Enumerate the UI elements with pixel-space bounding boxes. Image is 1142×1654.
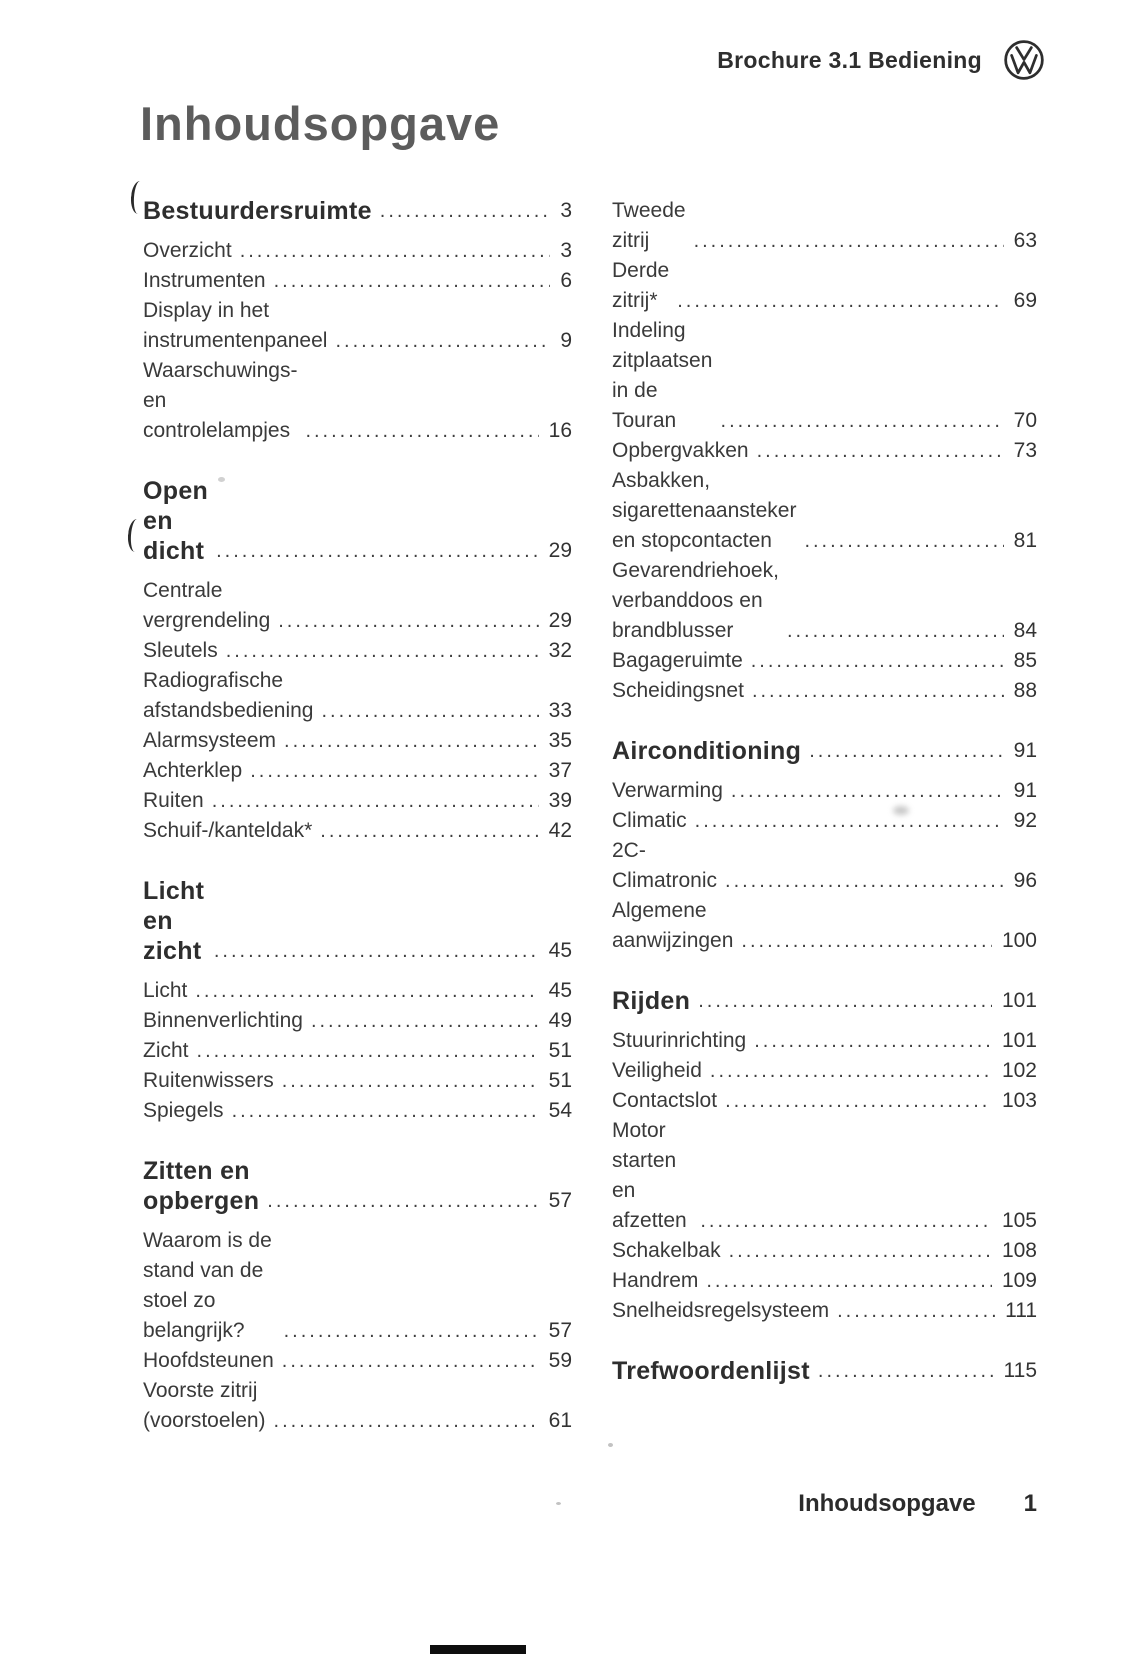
toc-heading bbox=[143, 196, 572, 226]
dots-leader bbox=[240, 236, 551, 266]
page-number: 3 bbox=[560, 199, 572, 222]
toc-heading-label: Open en dicht bbox=[143, 477, 209, 565]
page-number: 88 bbox=[1013, 679, 1037, 702]
toc-entry bbox=[612, 836, 1037, 896]
toc-heading-label: Airconditioning bbox=[612, 737, 802, 765]
dots-leader bbox=[321, 696, 538, 726]
page-number: 9 bbox=[560, 329, 572, 352]
toc-entry bbox=[612, 1086, 1037, 1116]
toc-heading-label: Rijden bbox=[612, 987, 691, 1015]
page-number: 57 bbox=[548, 1189, 572, 1212]
toc-entry bbox=[143, 816, 572, 846]
dots-leader bbox=[212, 786, 539, 816]
page-number: 51 bbox=[548, 1039, 572, 1062]
page-number: 54 bbox=[548, 1099, 572, 1122]
toc-section bbox=[143, 476, 572, 846]
toc-heading bbox=[143, 1156, 572, 1216]
toc-entry bbox=[612, 256, 1037, 316]
dots-leader bbox=[837, 1296, 995, 1326]
toc-entry bbox=[612, 1236, 1037, 1266]
scan-speck bbox=[556, 1502, 561, 1505]
dots-leader bbox=[197, 1036, 539, 1066]
footer-page-number: 1 bbox=[1023, 1490, 1037, 1517]
toc-entry-label: Asbakken, sigarettenaansteker en stopcontacten bbox=[612, 469, 797, 552]
toc-entry bbox=[612, 556, 1037, 646]
scan-bar bbox=[430, 1645, 526, 1654]
toc-entry bbox=[612, 1116, 1037, 1236]
toc-heading-label: Bestuurdersruimte bbox=[143, 197, 372, 225]
dots-leader bbox=[751, 646, 1004, 676]
toc-entry-label: Motor starten en afzetten bbox=[612, 1119, 687, 1232]
page-number: 59 bbox=[548, 1349, 572, 1372]
toc-heading bbox=[612, 1356, 1037, 1386]
page-number: 96 bbox=[1013, 869, 1037, 892]
dots-leader bbox=[710, 1056, 992, 1086]
dots-leader bbox=[695, 806, 1004, 836]
toc-entry-label: Stuurinrichting bbox=[612, 1029, 747, 1052]
dots-leader bbox=[818, 1356, 994, 1386]
toc-entry-label: Display in het instrumentenpaneel bbox=[143, 299, 328, 352]
page-number: 61 bbox=[548, 1409, 572, 1432]
dots-leader bbox=[754, 1026, 992, 1056]
dots-leader bbox=[195, 976, 538, 1006]
dots-leader bbox=[232, 1096, 539, 1126]
toc-section bbox=[612, 1356, 1037, 1386]
dots-leader bbox=[305, 416, 538, 446]
toc-entry bbox=[612, 1266, 1037, 1296]
page-number: 73 bbox=[1013, 439, 1037, 462]
dots-leader bbox=[274, 266, 551, 296]
page-number: 101 bbox=[1001, 989, 1037, 1012]
toc-entry-label: Schuif-/kanteldak* bbox=[143, 819, 313, 842]
toc-entry-label: Voorste zitrij (voorstoelen) bbox=[143, 1379, 266, 1432]
page-title: Inhoudsopgave bbox=[140, 97, 501, 150]
page-number: 51 bbox=[548, 1069, 572, 1092]
page-number: 105 bbox=[1001, 1209, 1037, 1232]
dots-leader bbox=[267, 1186, 538, 1216]
dots-leader bbox=[787, 616, 1004, 646]
toc-entry-label: Radiografische afstandsbediening bbox=[143, 669, 314, 722]
toc-entry bbox=[612, 1296, 1037, 1326]
toc-entry bbox=[143, 666, 572, 726]
dots-leader bbox=[677, 286, 1003, 316]
toc-entry-label: Hoofdsteunen bbox=[143, 1349, 274, 1372]
toc-entry-label: Spiegels bbox=[143, 1099, 224, 1122]
toc-section bbox=[143, 1156, 572, 1436]
page-number: 45 bbox=[548, 979, 572, 1002]
toc-heading-label: Trefwoordenlijst bbox=[612, 1357, 810, 1385]
page-number: 85 bbox=[1013, 649, 1037, 672]
toc-entry-label: Gevarendriehoek, verbanddoos en brandblusser bbox=[612, 559, 779, 642]
toc-entry-label: Veiligheid bbox=[612, 1059, 702, 1082]
toc-entry-label: Overzicht bbox=[143, 239, 232, 262]
toc-entry-label: Opbergvakken bbox=[612, 439, 749, 462]
page-number: 102 bbox=[1001, 1059, 1037, 1082]
toc-entry-label: Ruitenwissers bbox=[143, 1069, 274, 1092]
page-number: 109 bbox=[1001, 1269, 1037, 1292]
dots-leader bbox=[284, 726, 539, 756]
toc-entry bbox=[143, 356, 572, 446]
dots-leader bbox=[214, 936, 539, 966]
page-number: 35 bbox=[548, 729, 572, 752]
page-number: 6 bbox=[560, 269, 572, 292]
scan-speck bbox=[218, 477, 225, 482]
vw-logo-icon bbox=[1002, 38, 1046, 82]
toc-entry bbox=[143, 1036, 572, 1066]
toc-entry bbox=[612, 776, 1037, 806]
toc-heading bbox=[143, 476, 572, 566]
page-footer bbox=[798, 1490, 1037, 1518]
toc-entry bbox=[143, 236, 572, 266]
dots-leader bbox=[700, 1206, 992, 1236]
dots-leader bbox=[731, 776, 1004, 806]
scan-speck bbox=[608, 1443, 613, 1447]
toc-entry bbox=[612, 316, 1037, 436]
dots-leader bbox=[752, 676, 1004, 706]
page-number: 111 bbox=[1005, 1299, 1037, 1322]
page-number: 81 bbox=[1013, 529, 1037, 552]
page-number: 69 bbox=[1013, 289, 1037, 312]
page-number: 33 bbox=[548, 699, 572, 722]
toc-column-right bbox=[612, 196, 1037, 1396]
page-number: 84 bbox=[1013, 619, 1037, 642]
page-number: 32 bbox=[548, 639, 572, 662]
page-number: 91 bbox=[1013, 739, 1037, 762]
toc-entry bbox=[612, 436, 1037, 466]
toc-entry-label: Zicht bbox=[143, 1039, 189, 1062]
toc-entry-label: Indeling zitplaatsen in de Touran bbox=[612, 319, 713, 432]
dots-leader bbox=[725, 1086, 992, 1116]
toc-entry-label: Verwarming bbox=[612, 779, 723, 802]
toc-entry-label: Instrumenten bbox=[143, 269, 266, 292]
page-number: 39 bbox=[548, 789, 572, 812]
dots-leader bbox=[282, 1346, 539, 1376]
page-header bbox=[717, 38, 1046, 82]
toc-entry bbox=[143, 1346, 572, 1376]
toc-entry bbox=[612, 676, 1037, 706]
dots-leader bbox=[729, 1236, 992, 1266]
page-number: 57 bbox=[548, 1319, 572, 1342]
toc-entry bbox=[143, 576, 572, 636]
page-number: 3 bbox=[560, 239, 572, 262]
toc-entry-label: Licht bbox=[143, 979, 188, 1002]
dots-leader bbox=[250, 756, 538, 786]
dots-leader bbox=[282, 1066, 539, 1096]
toc-entry bbox=[143, 1226, 572, 1346]
toc-entry-label: Centrale vergrendeling bbox=[143, 579, 271, 632]
dots-leader bbox=[741, 926, 992, 956]
dots-leader bbox=[274, 1406, 539, 1436]
toc-entry-label: Scheidingsnet bbox=[612, 679, 744, 702]
toc-entry bbox=[143, 1376, 572, 1436]
page-number: 91 bbox=[1013, 779, 1037, 802]
toc-entry-label: Alarmsysteem bbox=[143, 729, 277, 752]
toc-heading-label: Licht en zicht bbox=[143, 877, 205, 965]
toc-entry bbox=[612, 806, 1037, 836]
toc-entry bbox=[143, 1006, 572, 1036]
dots-leader bbox=[320, 816, 538, 846]
toc-entry bbox=[143, 756, 572, 786]
footer-label: Inhoudsopgave bbox=[798, 1490, 976, 1517]
dots-leader bbox=[698, 986, 992, 1016]
toc-entry-label: Achterklep bbox=[143, 759, 243, 782]
page-number: 92 bbox=[1013, 809, 1037, 832]
dots-leader bbox=[335, 326, 550, 356]
page-number: 70 bbox=[1013, 409, 1037, 432]
page-number: 29 bbox=[548, 539, 572, 562]
toc-entry-label: Climatic bbox=[612, 809, 687, 832]
toc-entry-label: Waarschuwings- en controlelampjes bbox=[143, 359, 298, 442]
dots-leader bbox=[284, 1316, 539, 1346]
dots-leader bbox=[694, 226, 1004, 256]
toc-entry bbox=[143, 266, 572, 296]
page-number: 49 bbox=[548, 1009, 572, 1032]
dots-leader bbox=[721, 406, 1004, 436]
toc-section bbox=[612, 986, 1037, 1326]
toc-heading bbox=[143, 876, 572, 966]
toc-entry-label: 2C-Climatronic bbox=[612, 839, 718, 892]
toc-entry bbox=[143, 296, 572, 356]
toc-entry-label: Snelheidsregelsysteem bbox=[612, 1299, 830, 1322]
page-number: 108 bbox=[1001, 1239, 1037, 1262]
page-number: 63 bbox=[1013, 229, 1037, 252]
dots-leader bbox=[757, 436, 1004, 466]
toc-entry-label: Algemene aanwijzingen bbox=[612, 899, 734, 952]
scan-smudge bbox=[893, 806, 909, 815]
page-number: 103 bbox=[1001, 1089, 1037, 1112]
toc-section bbox=[143, 876, 572, 1126]
toc-section bbox=[612, 196, 1037, 706]
toc-entry bbox=[143, 636, 572, 666]
toc-entry-label: Schakelbak bbox=[612, 1239, 721, 1262]
toc-entry-label: Derde zitrij* bbox=[612, 259, 670, 312]
toc-entry bbox=[143, 726, 572, 756]
toc-entry-label: Ruiten bbox=[143, 789, 204, 812]
toc-section bbox=[143, 196, 572, 446]
dots-leader bbox=[278, 606, 538, 636]
toc-entry bbox=[612, 896, 1037, 956]
dots-leader bbox=[226, 636, 539, 666]
dots-leader bbox=[725, 866, 1004, 896]
toc-entry-label: Handrem bbox=[612, 1269, 699, 1292]
toc-entry bbox=[143, 1096, 572, 1126]
page-number: 115 bbox=[1003, 1359, 1037, 1382]
toc-heading bbox=[612, 986, 1037, 1016]
toc-column-left bbox=[143, 196, 572, 1436]
toc-heading-label: Zitten en opbergen bbox=[143, 1157, 260, 1215]
page-number: 101 bbox=[1001, 1029, 1037, 1052]
page-number: 100 bbox=[1001, 929, 1037, 952]
toc-entry bbox=[612, 1056, 1037, 1086]
toc-entry bbox=[612, 646, 1037, 676]
dots-leader bbox=[809, 736, 1003, 766]
dots-leader bbox=[311, 1006, 539, 1036]
dots-leader bbox=[216, 536, 539, 566]
toc-entry bbox=[612, 1026, 1037, 1056]
page-number: 37 bbox=[548, 759, 572, 782]
dots-leader bbox=[706, 1266, 992, 1296]
toc-entry-label: Sleutels bbox=[143, 639, 218, 662]
toc-heading bbox=[612, 736, 1037, 766]
page-number: 16 bbox=[548, 419, 572, 442]
dots-leader bbox=[380, 196, 551, 226]
toc-entry-label: Waarom is de stand van de stoel zo belangrijk? bbox=[143, 1229, 272, 1342]
toc-entry bbox=[612, 196, 1037, 256]
page-number: 42 bbox=[548, 819, 572, 842]
toc-section bbox=[612, 736, 1037, 956]
page-number: 29 bbox=[548, 609, 572, 632]
dots-leader bbox=[804, 526, 1003, 556]
toc-entry-label: Tweede zitrij bbox=[612, 199, 686, 252]
toc-entry-label: Binnenverlichting bbox=[143, 1009, 303, 1032]
toc-entry bbox=[612, 466, 1037, 556]
toc-entry-label: Contactslot bbox=[612, 1089, 718, 1112]
toc-entry-label: Bagageruimte bbox=[612, 649, 743, 672]
page-number: 45 bbox=[548, 939, 572, 962]
brochure-title: Brochure 3.1 Bediening bbox=[717, 46, 982, 73]
toc-entry bbox=[143, 1066, 572, 1096]
toc-entry bbox=[143, 976, 572, 1006]
toc-entry bbox=[143, 786, 572, 816]
